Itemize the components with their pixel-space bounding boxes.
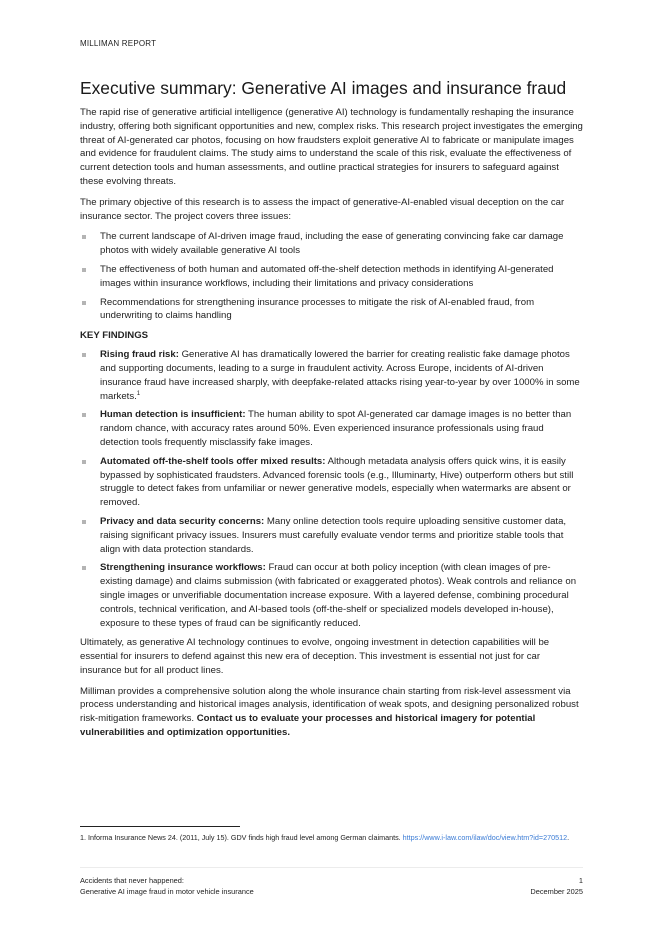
finding-text: Fraud can occur at both policy inception (with clean images of pre-existing damage) and claims submission (with fabricated or exaggerated photos). Weak controls and reliance on single images or unverifiable documentation increase exposure. With a layered defense, combining procedural controls, technical verification, and AI-based tools (off-the-shelf or specialized models developed in-house), exposure to these types of fraud can be significantly reduced.: [100, 562, 577, 629]
footnote: [80, 833, 583, 844]
footnote-text: 1. Informa Insurance News 24. (2011, July 15). GDV finds high fraud level among German claimants.: [80, 833, 403, 842]
finding-text: The human ability to spot AI-generated car damage images is no better than random chance, with accuracy rates around 50%. Even experienced insurance professionals using fraud detection tools frequently misclassify fake images.: [100, 409, 572, 448]
finding-text: Many online detection tools require uploading sensitive customer data, raising significant privacy issues. Insurers must carefully evaluate vendor terms and prioritize stable tools that align with data protection standards.: [100, 515, 567, 555]
issues-list: [80, 230, 583, 323]
list-item: [80, 515, 583, 556]
publication-date: December 2025: [530, 886, 583, 896]
page-title: Executive summary: Generative AI images and insurance fraud: [80, 78, 567, 98]
intro-paragraph-2: The primary objective of this research is to assess the impact of generative-AI-enabled visual deception on the car insurance sector. The project covers three issues:: [80, 196, 565, 222]
list-item: [80, 263, 583, 291]
list-item: [80, 561, 583, 630]
bullet-square-icon: [82, 268, 86, 272]
bullet-square-icon: [82, 520, 86, 524]
finding-text: Generative AI has dramatically lowered the barrier for creating realistic fake damage photos and supporting documents, leading to a surge in fraudulent activity. Across Europe, incidents of AI-driven insurance fraud have increased sharply, with deepfake-related attacks rising year-to-year by over 1000% in some markets.: [100, 349, 580, 402]
intro-paragraph-1: The rapid rise of generative artificial intelligence (generative AI) technology is fundamentally reshaping the insurance industry, offering both significant opportunities and new, complex risks. This research project investigates the emerging threat of AI-generated car photos, focusing on how fraudsters exploit generative AI to fabricate or manipulate images and evidence for fraudulent claims. The study aims to understand the scale of this risk, evaluate the effectiveness of current detection tools and human assessments, and outline practical strategies for insurers to safeguard against these evolving threats.: [80, 107, 583, 187]
footer-divider: [80, 867, 583, 868]
finding-text: Although metadata analysis offers quick wins, it is easily bypassed by sophisticated fraudsters. Advanced forensic tools (e.g., Illuminarty, Hive) outperform others but still struggle to detect fakes from unfamiliar or newer generative models, especially when watermarks are absent or removed.: [100, 455, 574, 509]
report-header-label: MILLIMAN REPORT: [80, 39, 157, 48]
closing-text: Milliman provides a comprehensive solution along the whole insurance chain starting from risk-level assessment via process understanding and historical images analysis, identification of weak spots, and designing personalized robust risk-mitigation frameworks.: [80, 685, 579, 725]
footer-title-line-2: Generative AI image fraud in motor vehicle insurance: [80, 886, 254, 896]
list-item: [80, 455, 583, 510]
list-item: [80, 348, 583, 403]
footer-meta: [530, 876, 583, 897]
bullet-square-icon: [82, 413, 86, 417]
bullet-square-icon: [82, 301, 86, 305]
bullet-square-icon: [82, 460, 86, 464]
finding-label: Human detection is insufficient:: [100, 409, 246, 421]
footnote-tail: .: [567, 833, 570, 842]
issue-text: The current landscape of AI-driven image fraud, including the ease of generating convincing fake car damage photos with widely available generative AI tools: [100, 231, 564, 257]
list-item: [80, 230, 583, 258]
issue-text: The effectiveness of both human and automated off-the-shelf detection methods in identifying AI-generated images within insurance workflows, including their limitations and privacy considerations: [100, 263, 554, 289]
finding-label: Rising fraud risk:: [100, 349, 179, 361]
call-to-action: Contact us to evaluate your processes and historical imagery for potential vulnerabilities and optimization opportunities.: [80, 713, 536, 739]
key-findings-heading: KEY FINDINGS: [80, 330, 149, 342]
finding-label: Automated off-the-shelf tools offer mixed results:: [100, 455, 326, 467]
bullet-square-icon: [82, 353, 86, 357]
bullet-square-icon: [82, 566, 86, 570]
footnote-link[interactable]: https://www.i-law.com/ilaw/doc/view.htm?id=270512: [402, 833, 568, 842]
footnote-reference[interactable]: 1: [136, 390, 141, 397]
key-findings-list: [80, 348, 583, 630]
footnote-divider: [80, 826, 240, 827]
closing-paragraph-2: [80, 685, 583, 740]
footer-report-title: [80, 876, 254, 897]
footer-title-line-1: Accidents that never happened:: [80, 876, 184, 885]
finding-label: Privacy and data security concerns:: [100, 515, 265, 527]
closing-paragraph-1: Ultimately, as generative AI technology continues to evolve, ongoing investment in detection capabilities will be essential for insurers to defend against this new era of deception. This investment is essential not just for car insurance but for all product lines.: [80, 637, 550, 676]
list-item: [80, 408, 583, 449]
main-content: [80, 78, 583, 747]
issue-text: Recommendations for strengthening insurance processes to mitigate the risk of AI-enabled fraud, from underwriting to claims handling: [100, 296, 535, 322]
page-number: 1: [578, 876, 583, 885]
bullet-square-icon: [82, 235, 86, 239]
list-item: [80, 296, 583, 324]
finding-label: Strengthening insurance workflows:: [100, 562, 266, 574]
